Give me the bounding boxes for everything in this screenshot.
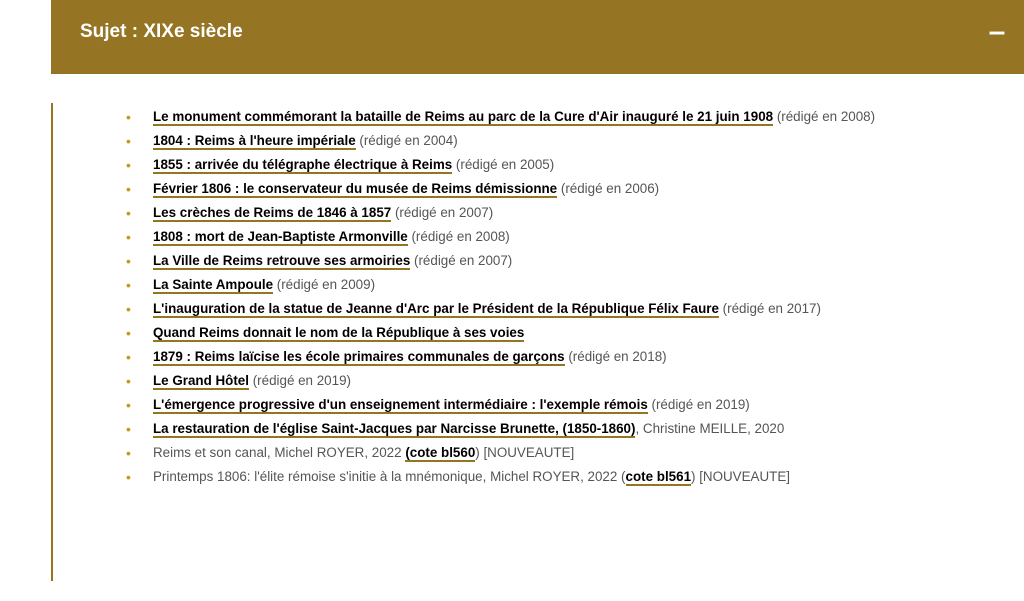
article-link[interactable]: Février 1806 : le conservateur du musée de Reims démissionne [153,181,558,196]
list-item [126,395,961,415]
article-link[interactable]: Quand Reims donnait le nom de la République à ses voies [153,325,525,340]
list-item [126,179,961,199]
article-link[interactable]: Le Grand Hôtel [153,373,249,388]
list-item [126,467,961,487]
bullet-icon: • [126,373,131,389]
bullet-icon: • [126,397,131,413]
accordion-title: Sujet : XIXe siècle [80,21,243,42]
date-note: (rédigé en 2008) [773,109,876,124]
date-note: (rédigé en 2019) [248,373,351,388]
bullet-icon: • [126,301,131,317]
date-note: (rédigé en 2019) [647,397,750,412]
list-item [126,131,961,151]
article-link[interactable]: La Ville de Reims retrouve ses armoiries [153,253,411,268]
list-item [126,419,961,439]
bullet-icon: • [126,205,131,221]
bullet-icon: • [126,445,131,461]
bullet-icon: • [126,229,131,245]
item-suffix: ) [NOUVEAUTE] [691,469,790,484]
list-item [126,227,961,247]
list-item [126,323,961,343]
collapse-button[interactable]: – [988,15,1006,48]
bullet-icon: • [126,349,131,365]
bullet-icon: • [126,277,131,293]
date-note: (rédigé en 2007) [410,253,513,268]
date-note: (rédigé en 2006) [557,181,660,196]
bullet-icon: • [126,133,131,149]
list-item [126,203,961,223]
article-link[interactable]: 1804 : Reims à l'heure impériale [153,133,356,148]
article-link[interactable]: L'émergence progressive d'un enseignement intermédiaire : l'exemple rémois [153,397,648,412]
article-link[interactable]: 1879 : Reims laïcise les école primaires communales de garçons [153,349,565,364]
date-note: (rédigé en 2007) [391,205,494,220]
item-text: Reims et son canal, Michel ROYER, 2022 [153,445,406,460]
list-item [126,371,961,391]
date-note: (rédigé en 2008) [407,229,510,244]
date-note: (rédigé en 2017) [718,301,821,316]
item-text: Printemps 1806: l'élite rémoise s'initie à la mnémonique, Michel ROYER, 2022 ( [153,469,626,484]
cote-link[interactable]: cote bl561 [625,469,692,484]
list-item [126,155,961,175]
bullet-icon: • [126,109,131,125]
list-item [126,347,961,367]
list-item [126,299,961,319]
list-item [126,107,961,127]
list-item [126,443,961,463]
list-item [126,251,961,271]
bullet-icon: • [126,253,131,269]
date-note: (rédigé en 2004) [355,133,458,148]
bullet-icon: • [126,421,131,437]
cote-link[interactable]: (cote bl560 [405,445,476,460]
date-note: (rédigé en 2005) [452,157,555,172]
author-note: , Christine MEILLE, 2020 [635,421,785,436]
article-link[interactable]: 1855 : arrivée du télégraphe électrique à Reims [153,157,453,172]
bullet-icon: • [126,325,131,341]
accordion-header[interactable] [51,0,1024,74]
list-item [126,275,961,295]
bullet-icon: • [126,469,131,485]
content-divider [51,103,53,581]
article-link[interactable]: La restauration de l'église Saint-Jacques par Narcisse Brunette, (1850-1860) [153,421,636,436]
article-link[interactable]: Les crèches de Reims de 1846 à 1857 [153,205,392,220]
article-list [126,107,961,491]
article-link[interactable]: 1808 : mort de Jean-Baptiste Armonville [153,229,408,244]
bullet-icon: • [126,181,131,197]
article-link[interactable]: La Sainte Ampoule [153,277,274,292]
article-link[interactable]: L'inauguration de la statue de Jeanne d'Arc par le Président de la République Félix Faure [153,301,719,316]
date-note: (rédigé en 2009) [273,277,376,292]
article-link[interactable]: Le monument commémorant la bataille de Reims au parc de la Cure d'Air inauguré le 21 juin 1908 [153,109,774,124]
bullet-icon: • [126,157,131,173]
date-note: (rédigé en 2018) [564,349,667,364]
item-suffix: ) [NOUVEAUTE] [475,445,575,460]
